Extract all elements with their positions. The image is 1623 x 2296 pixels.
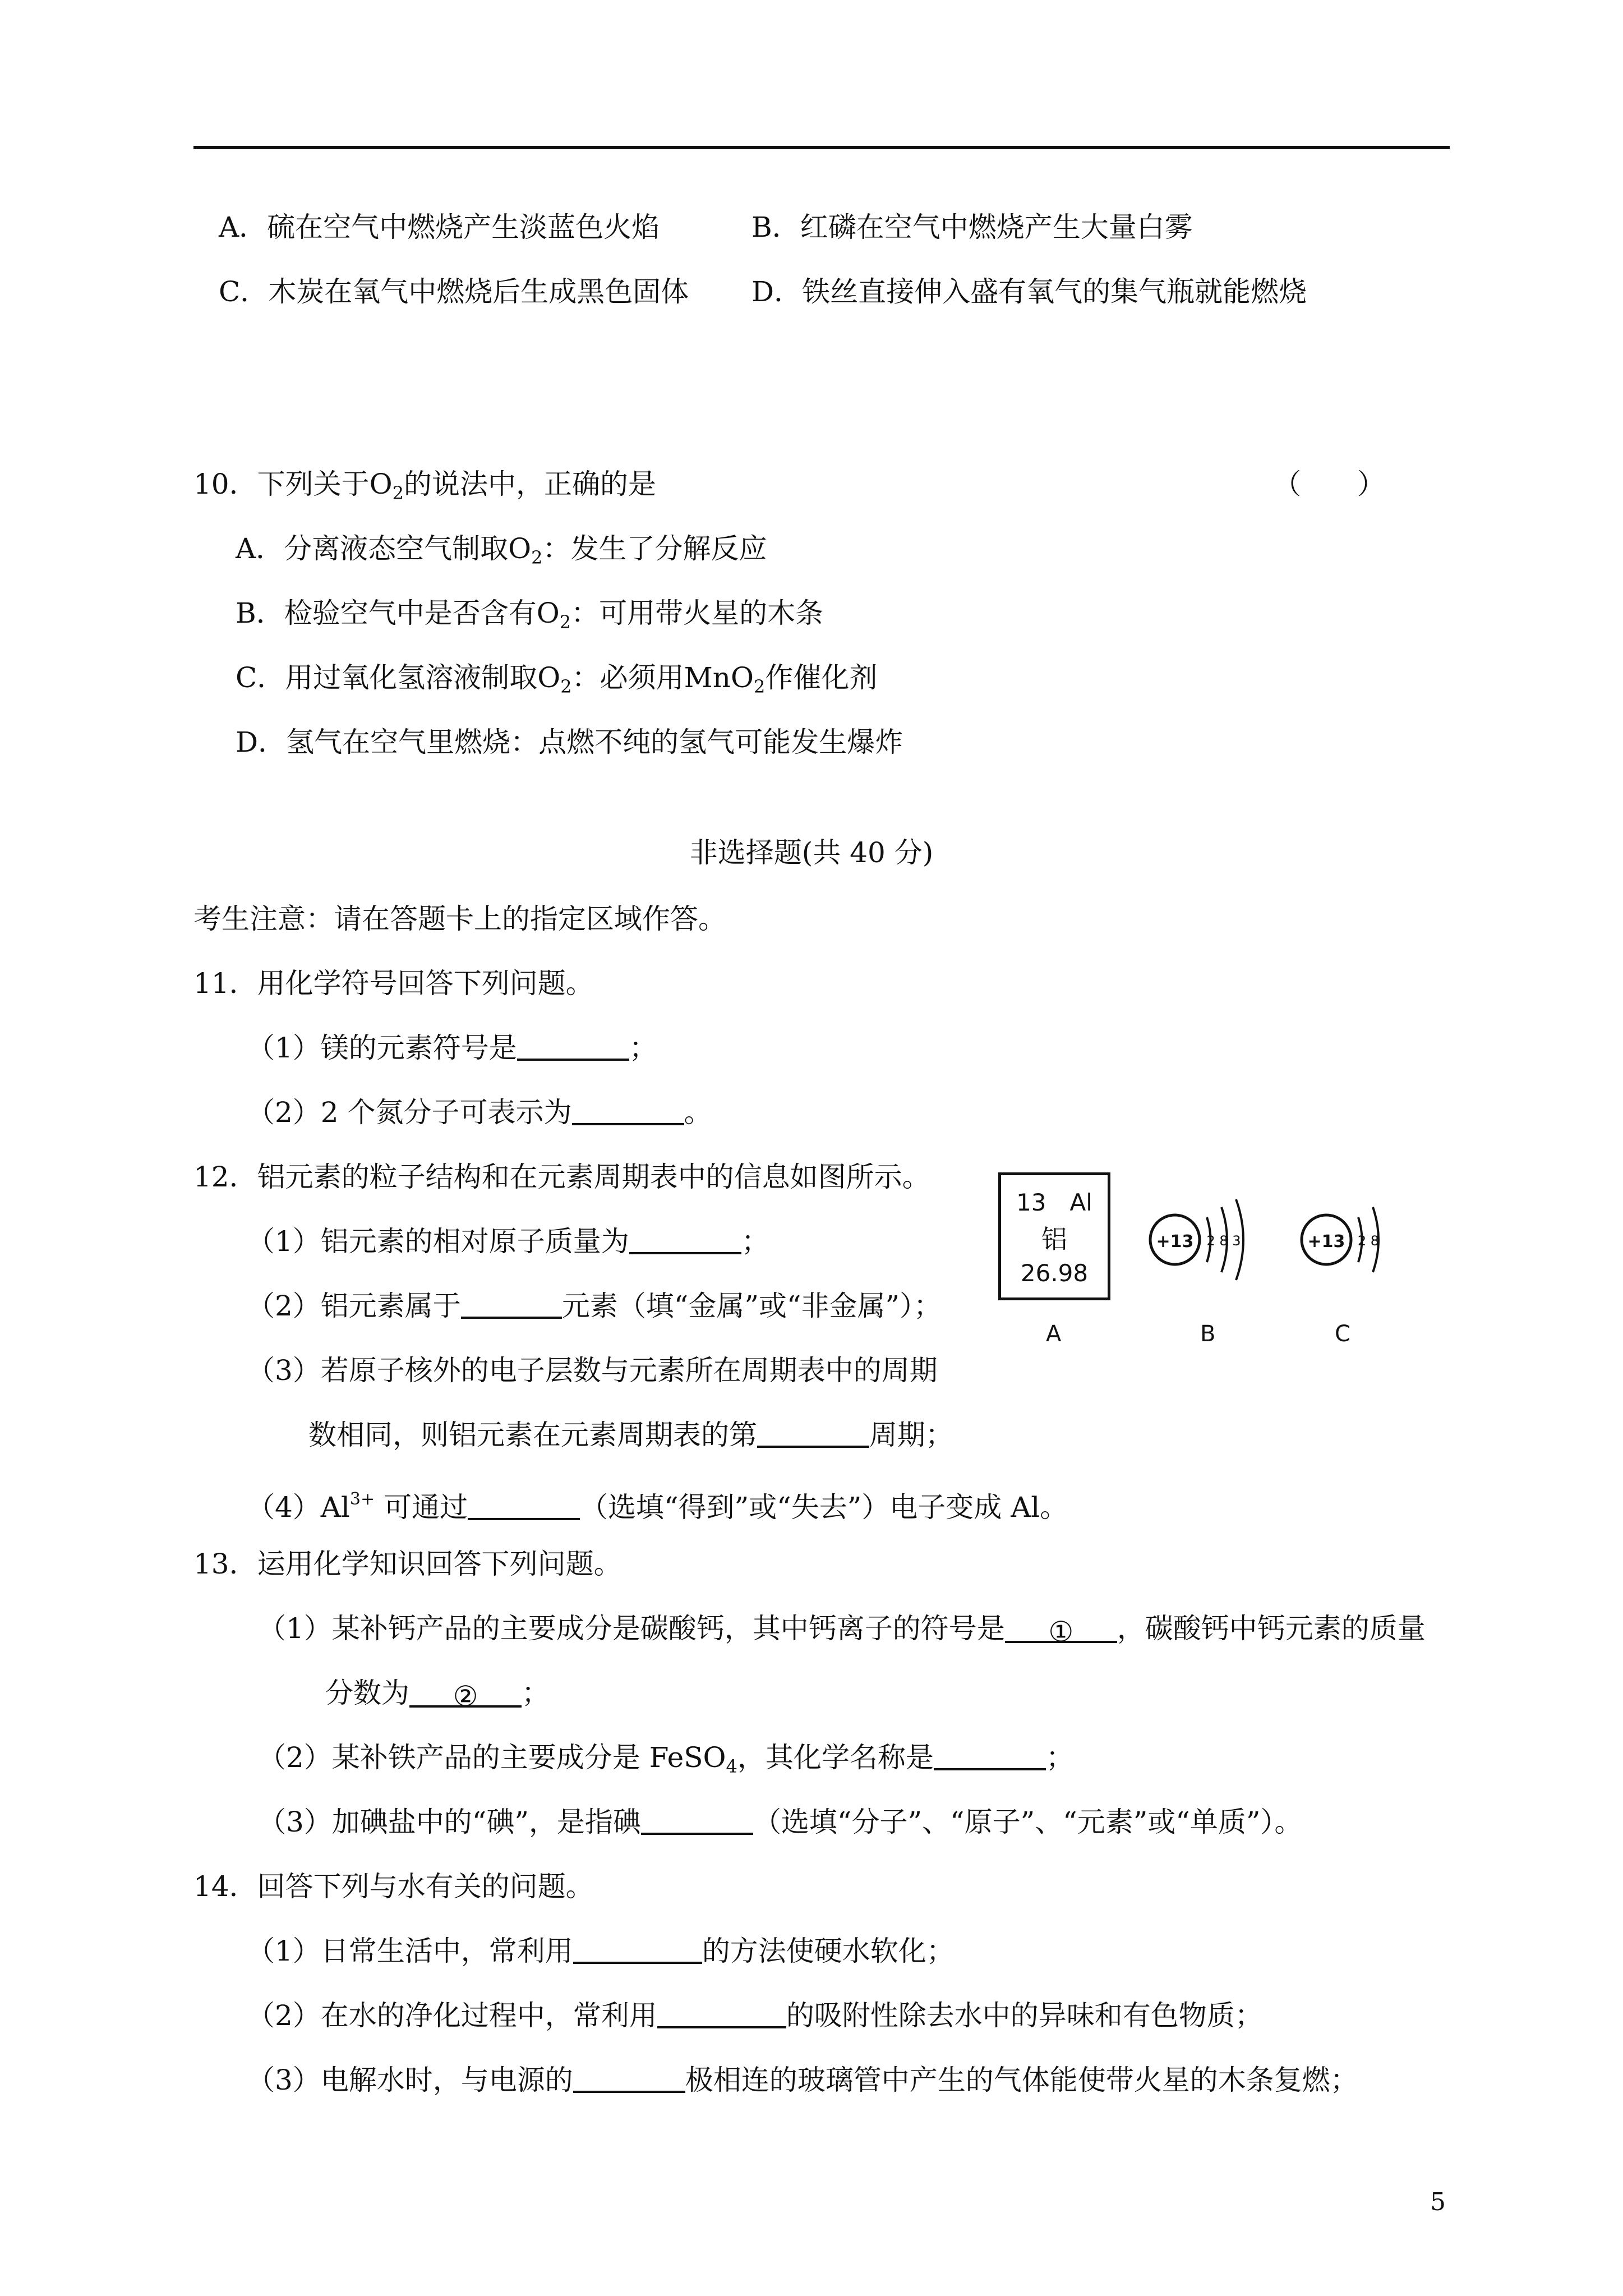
- q14-part2: （2）在水的净化过程中，常利用 的吸附性除去水中的异味和有色物质；: [247, 1999, 1263, 2032]
- page-number: 5: [1430, 2188, 1446, 2216]
- answer-blank[interactable]: [461, 1291, 562, 1319]
- q12-part3-line1: （3）若原子核外的电子层数与元素所在周期表中的周期: [247, 1354, 938, 1387]
- cell-element-name: 铝: [1041, 1224, 1067, 1254]
- q11-stem: 11．用化学符号回答下列问题。: [193, 967, 594, 1000]
- answer-blank-2[interactable]: ②: [409, 1680, 522, 1708]
- aluminum-figure: [998, 1172, 1413, 1352]
- q13-stem: 13．运用化学知识回答下列问题。: [193, 1548, 622, 1580]
- q11-part1: （1）镁的元素符号是 ；: [247, 1032, 657, 1064]
- q9-option-b: B．红磷在空气中燃烧产生大量白雾: [751, 211, 1193, 243]
- answer-blank[interactable]: [573, 2065, 685, 2093]
- cell-number-symbol: 13 Al: [1016, 1189, 1092, 1216]
- q10-stem: 10．下列关于$O_2$的说法中，正确的是: [193, 468, 656, 504]
- figure-label-c: C: [1335, 1321, 1350, 1347]
- answer-blank[interactable]: [657, 2000, 786, 2028]
- q12-part4: $(4)Al^{3+}$ 可通过 （选填“得到”或“失去”）电子变成 Al。: [247, 1489, 1068, 1524]
- q10-option-b: B．检验空气中是否含有$O_2$：可用带火星的木条: [236, 597, 824, 633]
- answer-blank-1[interactable]: ①: [1005, 1615, 1117, 1643]
- q14-part1: （1）日常生活中，常利用 的方法使硬水软化；: [247, 1935, 955, 1967]
- electron-shells-b: 2 8 3: [1206, 1233, 1241, 1249]
- q10-option-c: C．用过氧化氢溶液制取$O_2$：必须用MnO$_2$作催化剂: [236, 661, 878, 697]
- q13-part3: （3）加碘盐中的“碘”，是指碘 （选填“分子”、“原子”、“元素”或“单质”）。: [258, 1806, 1303, 1838]
- figure-label-b: B: [1200, 1321, 1216, 1347]
- answer-blank[interactable]: [641, 1807, 753, 1835]
- q9-option-c: C．木炭在氧气中燃烧后生成黑色固体: [219, 275, 689, 308]
- cell-atomic-mass: 26.98: [1020, 1259, 1089, 1287]
- periodic-table-cell: [998, 1172, 1110, 1300]
- q10-answer-bracket: （ ）: [1273, 468, 1385, 500]
- q12-stem: 12．铝元素的粒子结构和在元素周期表中的信息如图所示。: [193, 1161, 930, 1193]
- answer-blank[interactable]: [934, 1742, 1046, 1770]
- answer-blank[interactable]: [757, 1420, 869, 1448]
- q10-option-a: A．分离液态空气制取$O_2$：发生了分解反应: [236, 532, 767, 568]
- q13-part1-line2: 分数为 ② ；: [325, 1677, 550, 1713]
- notice: 考生注意：请在答题卡上的指定区域作答。: [193, 903, 726, 935]
- section-title: 非选择题(共 40 分): [689, 836, 934, 869]
- header-rule: [193, 146, 1450, 149]
- q9-option-a: A．硫在空气中燃烧产生淡蓝色火焰: [219, 211, 660, 243]
- electron-shells-c: 2 8: [1357, 1233, 1380, 1249]
- q13-part2: （2）某补铁产品的主要成分是 FeSO$_4$，其化学名称是 ；: [258, 1741, 1074, 1777]
- ion-structure-c: [1295, 1195, 1413, 1290]
- nucleus-charge-c: +13: [1307, 1232, 1345, 1251]
- q12-part1: （1）铝元素的相对原子质量为 ；: [247, 1225, 769, 1258]
- answer-blank[interactable]: [517, 1033, 629, 1061]
- q11-part2: （2）2 个氮分子可表示为 。: [247, 1096, 712, 1129]
- q12-part3-line2: 数相同，则铝元素在元素周期表的第 周期；: [308, 1419, 953, 1451]
- atom-structure-b: [1144, 1195, 1279, 1290]
- answer-blank[interactable]: [573, 1936, 702, 1964]
- q10-option-d: D．氢气在空气里燃烧：点燃不纯的氢气可能发生爆炸: [236, 726, 903, 758]
- figure-label-a: A: [1046, 1321, 1062, 1347]
- answer-blank[interactable]: [572, 1097, 684, 1125]
- answer-blank[interactable]: [468, 1492, 580, 1520]
- q14-stem: 14．回答下列与水有关的问题。: [193, 1870, 594, 1903]
- answer-blank[interactable]: [629, 1226, 741, 1254]
- q13-part1-line1: （1）某补钙产品的主要成分是碳酸钙，其中钙离子的符号是 ① ，碳酸钙中钙元素的质量: [258, 1612, 1426, 1648]
- nucleus-charge-b: +13: [1156, 1232, 1194, 1251]
- q14-part3: （3）电解水时，与电源的 极相连的玻璃管中产生的气体能使带火星的木条复燃；: [247, 2064, 1358, 2096]
- q9-option-d: D．铁丝直接伸入盛有氧气的集气瓶就能燃烧: [751, 275, 1307, 308]
- q12-part2: （2）铝元素属于 元素（填“金属”或“非金属”）；: [247, 1290, 942, 1322]
